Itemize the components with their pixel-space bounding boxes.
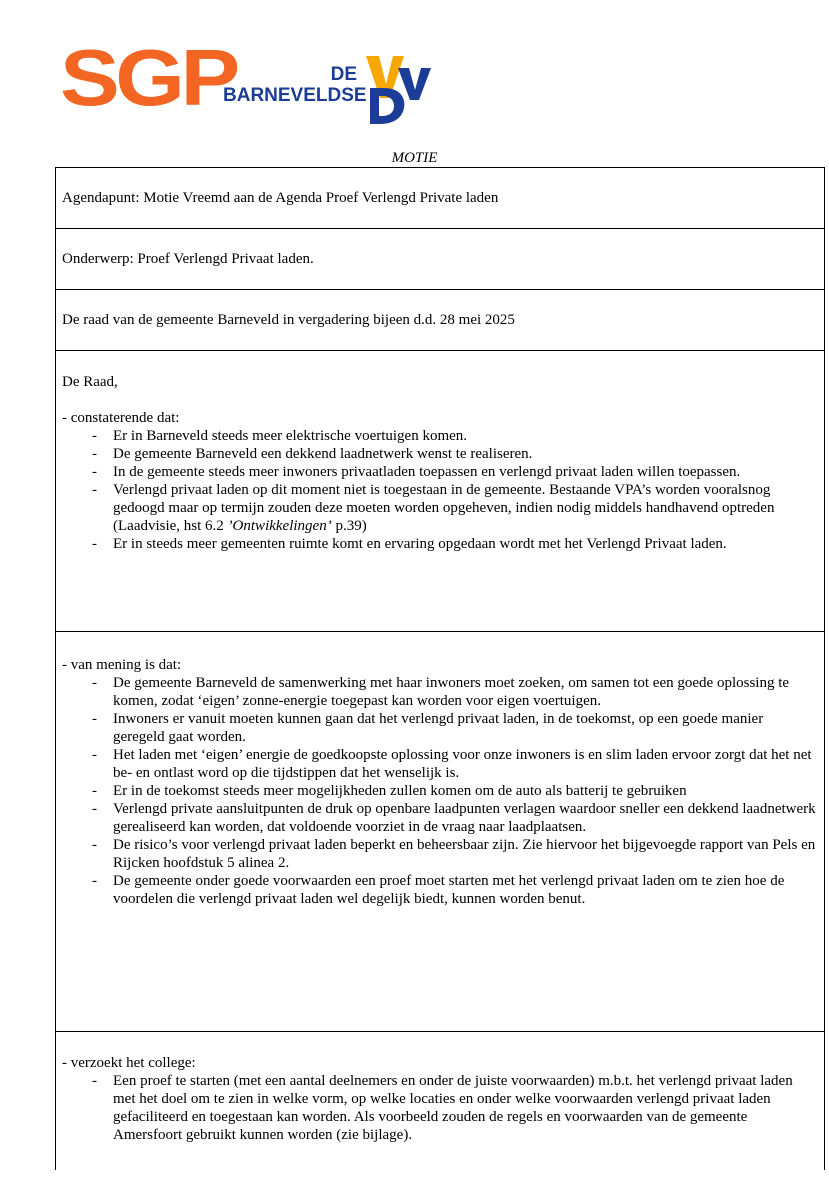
sgp-logo: SGP bbox=[60, 33, 236, 122]
vvd-prefix-bottom: BARNEVELDSE bbox=[223, 85, 367, 106]
list-item: - Het laden met ‘eigen’ energie de goedkoopste oplossing voor onze inwoners is en slim laden ervoor zorgt dat het net be- en ontlast word op die tijdstippen dat het wenselijk is. bbox=[62, 746, 818, 782]
onderwerp-row bbox=[56, 229, 824, 290]
list-item: - Er in steeds meer gemeenten ruimte komt en ervaring opgedaan wordt met het Verlengd Privaat laden. bbox=[62, 535, 818, 553]
van-mening-heading: - van mening is dat: bbox=[62, 657, 182, 673]
list-item: - De gemeente onder goede voorwaarden een proef moet starten met het verlengd privaat laden om te zien hoe de voordelen die verlengd privaat laden wel degelijk biedt, kunnen worden benut. bbox=[62, 872, 818, 908]
onderwerp-text: Onderwerp: Proef Verlengd Privaat laden. bbox=[62, 251, 314, 267]
vpa-text: Verlengd privaat laden op dit moment niet is toegestaan in de gemeente. Bestaande VPA’s worden vooralsnog gedoogd maar op termijn zouden deze moeten worden opgeheven, indien nodig middels handhavend optreden (Laadvisie, hst 6.2 bbox=[113, 482, 775, 534]
vvd-prefix-top: DE bbox=[330, 64, 357, 85]
list-item: - De gemeente Barneveld de samenwerking met haar inwoners moet zoeken, om samen tot een goede oplossing te komen, zodat ‘eigen’ zonne-energie toegepast kan worden voor eigen voertuigen. bbox=[62, 674, 818, 710]
aanhef: De Raad, bbox=[62, 374, 118, 390]
constaterende-section bbox=[56, 351, 824, 632]
motion-table bbox=[55, 167, 825, 1170]
agendapunt-row bbox=[56, 168, 824, 229]
list-item: - De gemeente Barneveld een dekkend laadnetwerk wenst te realiseren. bbox=[62, 445, 818, 463]
agendapunt-text: Agendapunt: Motie Vreemd aan de Agenda Proef Verlengd Private laden bbox=[62, 190, 499, 206]
list-item: - Inwoners er vanuit moeten kunnen gaan dat het verlengd privaat laden, in de toekomst, op een goede manier geregeld gaat worden. bbox=[62, 710, 818, 746]
list-item: - Er in Barneveld steeds meer elektrische voertuigen komen. bbox=[62, 427, 818, 445]
verzoekt-section bbox=[56, 1032, 824, 1144]
van-mening-section bbox=[56, 632, 824, 1032]
vpa-suffix: p.39) bbox=[331, 518, 367, 534]
vvd-emblem bbox=[366, 56, 431, 124]
list-item: - De risico’s voor verlengd privaat laden beperkt en beheersbaar zijn. Zie hiervoor het bijgevoegde rapport van Pels en Rijcken hoofdstuk 5 alinea 2. bbox=[62, 836, 818, 872]
constaterende-list bbox=[62, 427, 818, 553]
list-item: - Er in de toekomst steeds meer mogelijkheden zullen komen om de auto als batterij te gebruiken bbox=[62, 782, 818, 800]
verzoekt-list bbox=[62, 1072, 818, 1144]
list-item: - In de gemeente steeds meer inwoners privaatladen toepassen en verlengd privaat laden willen toepassen. bbox=[62, 463, 818, 481]
list-item: - Een proef te starten (met een aantal deelnemers en onder de juiste voorwaarden) m.b.t. het verlengd privaat laden met het doel om te zien in welke vorm, op welke locaties en onder welke voorwaarden verlengd privaat laden gefaciliteerd en toegestaan kan worden. Als voorbeeld zouden de regels en voorwaarden van de gemeente Amersfoort gebruikt kunnen worden (zie bijlage). bbox=[62, 1072, 818, 1144]
vergadering-text: De raad van de gemeente Barneveld in vergadering bijeen d.d. 28 mei 2025 bbox=[62, 312, 515, 328]
verzoekt-heading: - verzoekt het college: bbox=[62, 1055, 196, 1071]
list-item bbox=[62, 481, 818, 535]
logo-header bbox=[0, 0, 829, 145]
van-mening-list bbox=[62, 674, 818, 908]
list-item: - Verlengd private aansluitpunten de druk op openbare laadpunten verlagen waardoor sneller een dekkend laadnetwerk gerealiseerd kan worden, dat voldoende voorziet in de vraag naar laadplaatsen. bbox=[62, 800, 818, 836]
constaterende-heading: - constaterende dat: bbox=[62, 410, 180, 426]
vpa-italic: ’Ontwikkelingen’ bbox=[227, 518, 332, 534]
vergadering-row bbox=[56, 290, 824, 351]
document-title: MOTIE bbox=[391, 150, 438, 166]
vvd-logo bbox=[220, 50, 440, 125]
